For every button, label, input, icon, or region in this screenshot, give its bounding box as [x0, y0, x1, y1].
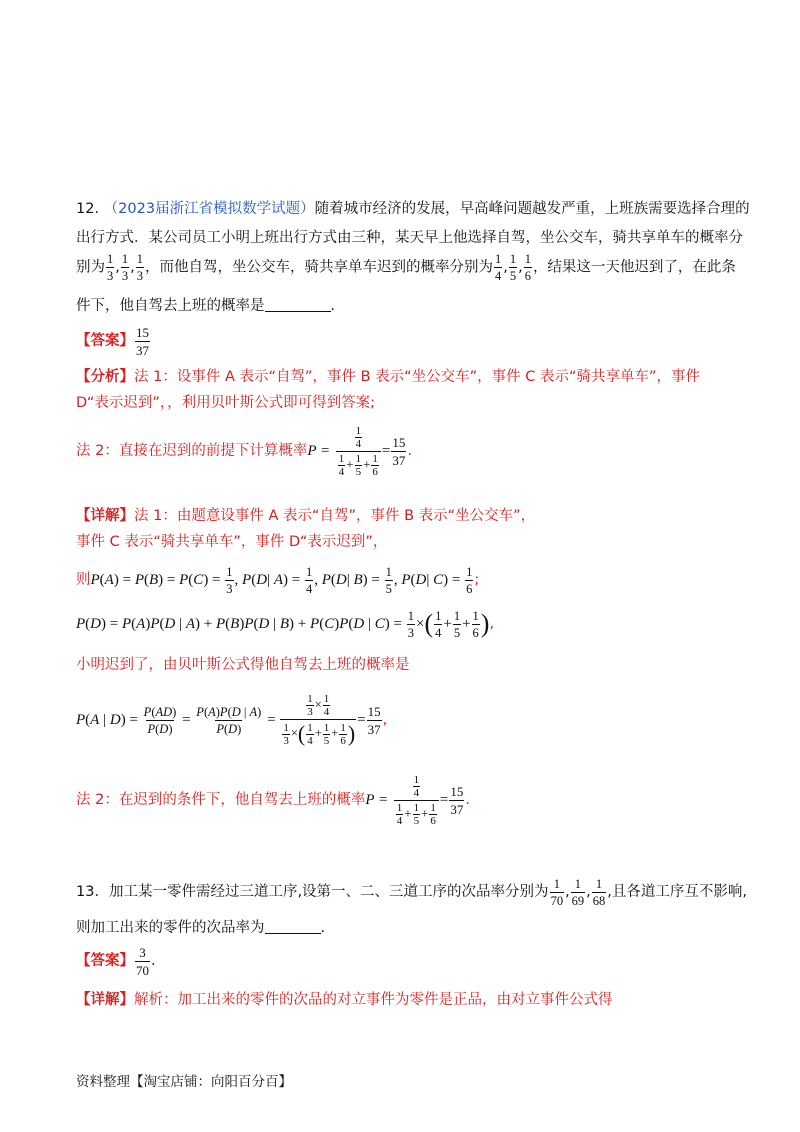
text: 法 2：在迟到的条件下，他自驾去上班的概率: [76, 792, 366, 808]
answer-fraction: $\frac{3}{70}$: [136, 944, 149, 978]
question-number: 13．: [76, 884, 109, 900]
question-13-line2: 则加工出来的零件的次品率为 .: [76, 920, 326, 936]
question-text: 加工某一零件需经过三道工序,设第一、二、三道工序的次品率分别为: [108, 884, 549, 900]
question-text: 随着城市经济的发展，早高峰问题越发严重，上班族需要选择合理的: [314, 201, 750, 217]
text: 法 1：由题意设事件 A 表示“自驾”，事件 B 表示“坐公交车”，: [134, 508, 536, 524]
text: 法 1：设事件 A 表示“自驾”，事件 B 表示“坐公交车”，事件 C 表示“骑共享单车”，事件: [134, 369, 701, 385]
detail-line5: 小明迟到了，由贝叶斯公式得他自驾去上班的概率是: [76, 657, 410, 673]
detail-line6: P(A | D) = $\frac{P(AD)}{P(D)}$ = $\frac{P(A)P(D | A)}{P(D)}$ = $\frac{1}{3}$ × $\frac{1}{4}$ $\frac{1}{3}$ ×( $\frac{1}{4}$ + $\frac{1}{5}$ + $\frac{1}{6}$ ) = $\frac{15}{37}$ ,: [76, 693, 388, 747]
footer: 资料整理【淘宝店铺：向阳百分百】: [76, 1074, 292, 1090]
question-source: （2023届浙江省模拟数学试题）: [103, 201, 315, 217]
fraction: $\frac{1}{3}$: [136, 252, 143, 283]
fraction: $\frac{1}{3}$: [121, 252, 129, 283]
text: ．: [330, 298, 345, 314]
formula-p: P =: [307, 443, 331, 459]
fraction: $\frac{1}{6}$: [524, 252, 531, 283]
fraction: $\frac{1}{5}$: [509, 252, 517, 283]
question-12-line4: [76, 296, 345, 316]
answer-blank: [265, 297, 331, 312]
detail-line2: 事件 C 表示“骑共享单车”，事件 D“表示迟到”，: [76, 534, 388, 550]
detail-label: 【详解】: [76, 992, 134, 1008]
answer-12: [76, 324, 151, 358]
compound-fraction: $\frac{1}{4}$ $\frac{1}{4}$ + $\frac{1}{5}$ + $\frac{1}{6}$: [394, 774, 439, 827]
text: ，而他自驾，坐公交车，骑共享单车迟到的概率分别为: [144, 259, 493, 276]
text: 解析：加工出来的零件的次品的对立事件为零件是正品，由对立事件公式得: [134, 992, 613, 1008]
question-number: 12.: [76, 201, 100, 217]
text: 则加工出来的零件的次品率为: [76, 920, 265, 936]
text: 法 2：直接在迟到的前提下计算概率: [76, 443, 308, 459]
question-12-line1: [76, 199, 750, 219]
detail-line7: 法 2：在迟到的条件下，他自驾去上班的概率P = $\frac{1}{4}$ $\frac{1}{4}$ + $\frac{1}{5}$ + $\frac{1}{6}$ = $\frac{15}{37}$ .: [76, 773, 470, 827]
detail-line1: [76, 506, 535, 526]
analysis-line2: D“表示迟到”，，利用贝叶斯公式即可得到答案;: [76, 395, 376, 411]
detail-13: [76, 990, 613, 1010]
fraction: $\frac{1}{4}$: [494, 252, 502, 283]
compound-fraction: $\frac{1}{3}$ × $\frac{1}{4}$ $\frac{1}{3}$ ×( $\frac{1}{4}$ + $\frac{1}{5}$ + $\frac{1}{6}$ ): [280, 693, 356, 747]
question-12-line3: 别为 $\frac{1}{3}$ , $\frac{1}{3}$ , $\frac{1}{3}$ ，而他自驾，坐公交车，骑共享单车迟到的概率分别为 $\frac{1}{4}$ , $\frac{1}{5}$ , $\frac{1}{6}$ ，结果这一天他迟到了，在此条: [76, 252, 736, 283]
analysis-line1: [76, 367, 700, 387]
question-13-line1: 13．加工某一零件需经过三道工序,设第一、二、三道工序的次品率分别为 $\frac{1}{70}$ , $\frac{1}{69}$ , $\frac{1}{68}$ ,且各道工序互不影响,: [76, 876, 747, 908]
detail-line3: 则P(A) = P(B) = P(C) = $\frac{1}{3}$ , P(D| A) = $\frac{1}{4}$ , P(D| B) = $\frac{1}{5}$ , P(D| C) = $\frac{1}{6}$ ;: [76, 564, 480, 596]
text: 则: [76, 572, 91, 588]
detail-label: 【详解】: [76, 508, 134, 524]
fraction: $\frac{1}{3}$: [107, 252, 114, 283]
answer-blank: [265, 919, 321, 934]
question-12-line2: 出行方式．某公司员工小明上班出行方式由三种，某天早上他选择自驾，坐公交车，骑共享单车的概率分: [76, 230, 743, 246]
answer-label: 【答案】: [76, 333, 134, 349]
text: ，结果这一天他迟到了，在此条: [532, 259, 736, 276]
compound-fraction: $\frac{1}{4}$ $\frac{1}{4}$ + $\frac{1}{5}$ + $\frac{1}{6}$: [336, 425, 381, 478]
answer-label: 【答案】: [76, 953, 134, 969]
text: 件下，他自驾去上班的概率是: [76, 298, 265, 314]
analysis-line3: 法 2：直接在迟到的前提下计算概率P = $\frac{1}{4}$ $\frac{1}{4}$ + $\frac{1}{5}$ + $\frac{1}{6}$ = $\frac{15}{37}$ .: [76, 424, 412, 478]
answer-fraction: $\frac{15}{37}$: [136, 324, 149, 358]
detail-line4: P(D) = P(A)P(D | A) + P(B)P(D | B) + P(C)P(D | C) = $\frac{1}{3}$ ×( $\frac{1}{4}$ + $\frac{1}{5}$ + $\frac{1}{6}$ ),: [76, 608, 495, 640]
answer-13: 【答案】 $\frac{3}{70}$ .: [76, 944, 156, 978]
text: 别为: [76, 259, 105, 276]
analysis-label: 【分析】: [76, 369, 134, 385]
question-text: ,且各道工序互不影响,: [607, 884, 747, 900]
result-fraction: $\frac{15}{37}$: [392, 434, 406, 468]
